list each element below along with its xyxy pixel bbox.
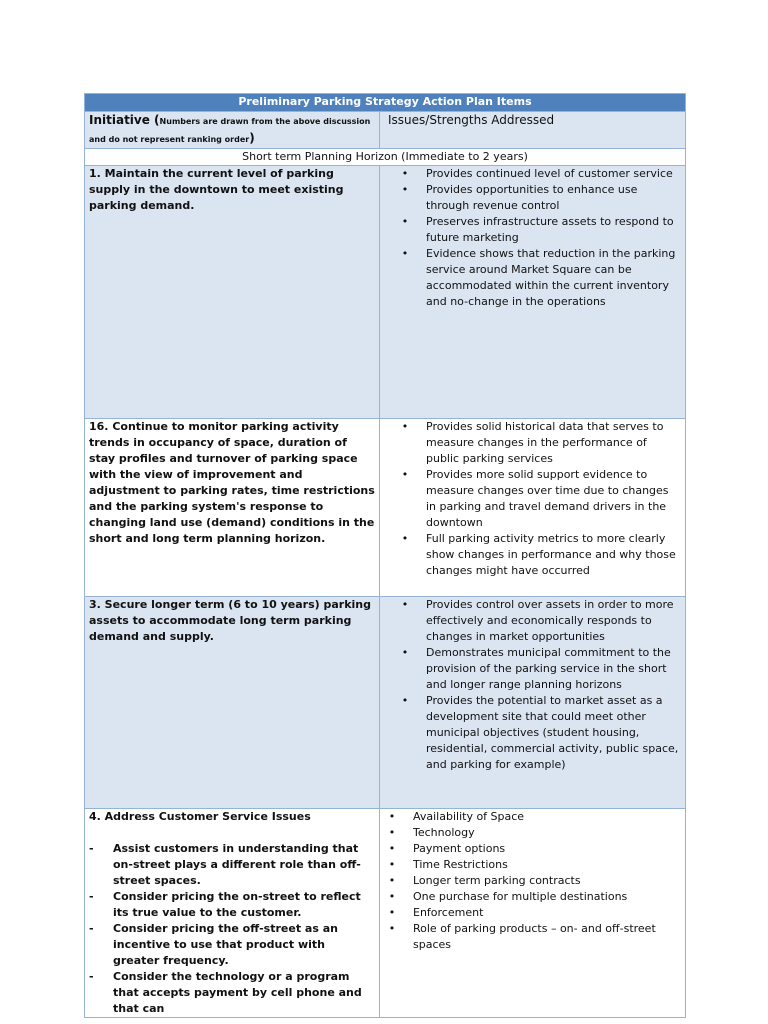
issues-cell xyxy=(380,166,686,419)
action-plan-table xyxy=(84,93,686,1018)
table-row xyxy=(85,597,686,809)
issues-cell xyxy=(380,597,686,809)
issues-cell xyxy=(380,809,686,1018)
list-item: • Evidence shows that reduction in the parking service around Market Square can be accommodated within the current inventory and no-change in the operations xyxy=(401,247,676,308)
table-row xyxy=(85,419,686,597)
list-item: • Longer term parking contracts xyxy=(388,874,581,887)
initiative-cell: 1. Maintain the current level of parking supply in the downtown to meet existing parking demand. xyxy=(85,166,380,419)
issues-cell xyxy=(380,419,686,597)
initiative-cell xyxy=(85,809,380,1018)
list-item: • Provides more solid support evidence to measure changes over time due to changes in parking and travel demand drivers in the downtown xyxy=(401,468,669,529)
list-item: • Demonstrates municipal commitment to the provision of the parking service in the short and longer range planning horizons xyxy=(401,646,671,691)
table-row xyxy=(85,166,686,419)
list-item: • Technology xyxy=(388,826,475,839)
initiative-note: Numbers are drawn from the above discussion and do not represent ranking order xyxy=(89,117,371,144)
table-row xyxy=(85,809,686,1018)
horizon-row xyxy=(85,149,686,166)
initiative-heading: 4. Address Customer Service Issues xyxy=(89,810,311,823)
initiative-cell: 3. Secure longer term (6 to 10 years) parking assets to accommodate long term parking demand and supply. xyxy=(85,597,380,809)
list-item: - Consider pricing the on-street to reflect its true value to the customer. xyxy=(89,890,361,919)
initiative-cell: 16. Continue to monitor parking activity trends in occupancy of space, duration of stay profiles and turnover of parking space with the view of improvement and adjustment to parking rates, time restrictions and the parking system's response to changing land use (demand) conditions in the short and long term planning horizon. xyxy=(85,419,380,597)
list-item: • Payment options xyxy=(388,842,506,855)
table-title: Preliminary Parking Strategy Action Plan Items xyxy=(85,94,686,112)
list-item: - Assist customers in understanding that on-street plays a different role than off-street spaces. xyxy=(89,842,361,887)
list-item: • Full parking activity metrics to more clearly show changes in performance and why those changes might have occurred xyxy=(401,532,676,577)
list-item: • Time Restrictions xyxy=(388,858,508,871)
list-item: • Preserves infrastructure assets to respond to future marketing xyxy=(401,215,674,244)
initiative-close: ) xyxy=(249,131,255,145)
table-title-row xyxy=(85,94,686,112)
list-item: • One purchase for multiple destinations xyxy=(388,890,628,903)
initiative-header xyxy=(85,112,380,149)
list-item: • Provides continued level of customer service xyxy=(401,167,673,180)
list-item: • Provides the potential to market asset as a development site that could meet other municipal objectives (student housing, residential, commercial activity, public space, and parking for example) xyxy=(401,694,679,771)
issues-header: Issues/Strengths Addressed xyxy=(380,112,686,149)
list-item: • Availability of Space xyxy=(388,810,525,823)
list-item: • Provides opportunities to enhance use through revenue control xyxy=(401,183,638,212)
horizon-label: Short term Planning Horizon (Immediate to 2 years) xyxy=(85,149,686,166)
list-item: - Consider the technology or a program that accepts payment by cell phone and that can xyxy=(89,970,362,1015)
list-item: • Provides control over assets in order to more effectively and economically responds to changes in market opportunities xyxy=(401,598,674,643)
list-item: • Provides solid historical data that serves to measure changes in the performance of public parking services xyxy=(401,420,664,465)
table-header-row xyxy=(85,112,686,149)
list-item: • Enforcement xyxy=(388,906,484,919)
initiative-label: Initiative ( xyxy=(89,113,160,127)
list-item: - Consider pricing the off-street as an incentive to use that product with greater frequency. xyxy=(89,922,338,967)
list-item: • Role of parking products – on- and off-street spaces xyxy=(388,922,656,951)
